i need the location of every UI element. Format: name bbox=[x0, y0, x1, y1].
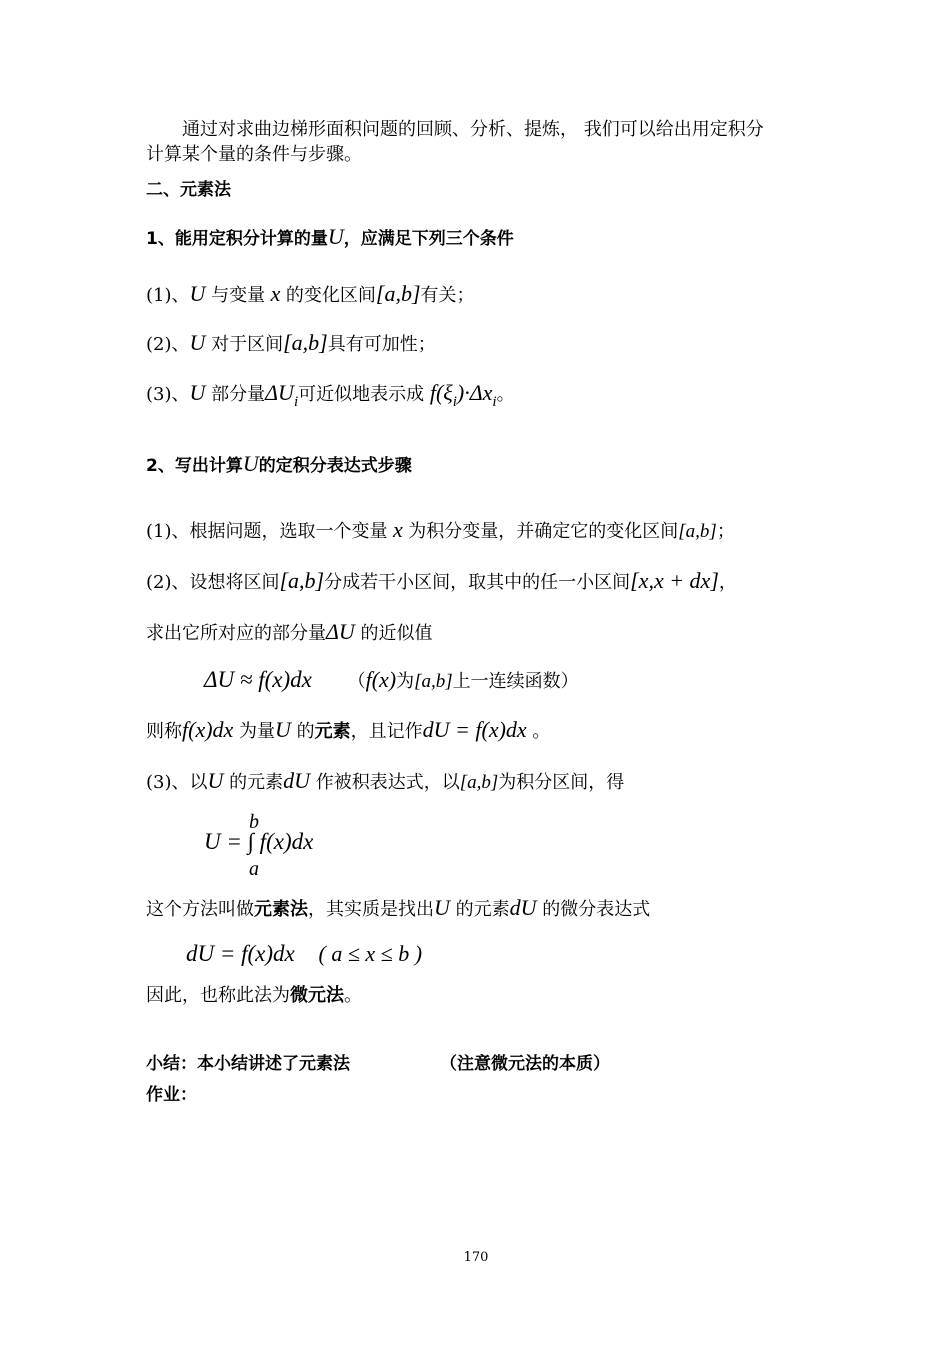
element-definition bbox=[146, 718, 550, 744]
approx-formula: ΔU ≈ f(x)dx bbox=[204, 667, 312, 692]
text: 的 bbox=[296, 721, 315, 742]
var-u: U bbox=[189, 380, 206, 405]
delta-x: )·Δx bbox=[456, 380, 493, 405]
text: 求出它所对应的部分量 bbox=[146, 623, 326, 644]
step-3 bbox=[146, 769, 624, 795]
steps-heading-var: U bbox=[242, 451, 259, 476]
text: 的变化区间 bbox=[285, 285, 376, 306]
text: 为量 bbox=[239, 721, 276, 742]
subscript-i: i bbox=[492, 394, 497, 410]
subscript-i: i bbox=[452, 394, 457, 410]
text: 分成若干小区间，取其中的任一小区间 bbox=[324, 572, 631, 593]
var-x: x bbox=[270, 281, 281, 306]
f-xi: f(ξ bbox=[429, 380, 453, 405]
condition-item-2 bbox=[146, 331, 436, 357]
text: 的近似值 bbox=[360, 623, 433, 644]
integral-formula: U = ∫ f(x)dx bbox=[204, 829, 314, 854]
f-x: f(x) bbox=[365, 667, 397, 692]
delta-u: ΔU bbox=[265, 380, 294, 405]
interval-ab: [a,b] bbox=[279, 568, 325, 593]
text: 对于区间 bbox=[211, 334, 284, 355]
interval-x-dx: [x,x + dx] bbox=[630, 568, 719, 593]
item-number: (1)、 bbox=[146, 521, 190, 542]
var-u: U bbox=[189, 330, 206, 355]
du: dU bbox=[509, 895, 537, 920]
du: dU bbox=[283, 768, 311, 793]
text: 根据问题，选取一个变量 bbox=[189, 521, 388, 542]
step-2-continued bbox=[146, 620, 433, 646]
text: 为积分区间，得 bbox=[498, 772, 625, 793]
conclusion bbox=[146, 984, 362, 1008]
integral-upper-limit: b bbox=[249, 811, 259, 833]
f-x-dx: f(x)dx bbox=[182, 717, 234, 742]
var-u: U bbox=[275, 717, 291, 742]
var-u: U bbox=[189, 281, 206, 306]
var-u: U bbox=[207, 768, 224, 793]
item-number: (2)、 bbox=[146, 334, 190, 355]
method-statement bbox=[146, 896, 650, 922]
interval-ab: [a,b] bbox=[283, 330, 328, 355]
integral-lower-limit: a bbox=[249, 858, 259, 880]
text: ， bbox=[718, 572, 737, 593]
text: 。 bbox=[496, 384, 515, 405]
text: 作被积表达式，以 bbox=[315, 772, 460, 793]
delta-u: ΔU bbox=[326, 619, 355, 644]
text: 。 bbox=[344, 985, 362, 1006]
text: 则称 bbox=[146, 721, 182, 742]
summary-label: 小结：本小结讲述了元素法 bbox=[146, 1054, 350, 1074]
text: 为 bbox=[396, 671, 415, 692]
step-1 bbox=[146, 518, 735, 544]
text: 上一连续函数） bbox=[452, 671, 579, 692]
item-number: (3)、 bbox=[146, 772, 190, 793]
emphasis-method: 元素法 bbox=[254, 899, 308, 920]
interval-ab: [a,b] bbox=[459, 772, 499, 793]
summary-note: （注意微元法的本质） bbox=[440, 1054, 610, 1074]
item-number: (2)、 bbox=[146, 572, 190, 593]
text: 部分量 bbox=[211, 384, 266, 405]
condition-item-1 bbox=[146, 282, 475, 308]
text: 设想将区间 bbox=[189, 572, 280, 593]
du-formula: dU = f(x)dx bbox=[186, 941, 295, 966]
text: 为积分变量，并确定它的变化区间 bbox=[408, 521, 679, 542]
text: ，且记作 bbox=[350, 721, 423, 742]
conditions-heading-var: U bbox=[327, 224, 344, 249]
subscript-i: i bbox=[293, 394, 299, 410]
differential-formula bbox=[186, 942, 422, 968]
conditions-heading bbox=[146, 225, 514, 251]
intro-line-2: 计算某个量的条件与步骤。 bbox=[146, 144, 362, 165]
conditions-heading-suffix: ，应满足下列三个条件 bbox=[343, 229, 514, 249]
interval-ab: [a,b] bbox=[678, 521, 717, 542]
conditions-heading-prefix: 1、能用定积分计算的量 bbox=[146, 229, 328, 249]
text: 可近似地表示成 bbox=[298, 384, 425, 405]
homework-label: 作业： bbox=[146, 1085, 197, 1105]
text: ； bbox=[716, 521, 735, 542]
text: 的元素 bbox=[455, 899, 510, 920]
du-formula: dU = f(x)dx bbox=[422, 717, 527, 742]
step-2 bbox=[146, 569, 737, 595]
text: 这个方法叫做 bbox=[146, 899, 254, 920]
formula-approx bbox=[204, 668, 579, 694]
item-number: (1)、 bbox=[146, 285, 190, 306]
text: 因此，也称此法为 bbox=[146, 985, 290, 1006]
emphasis-element: 元素 bbox=[314, 721, 351, 742]
steps-heading-prefix: 2、写出计算 bbox=[146, 456, 243, 476]
paren: （ bbox=[347, 671, 366, 692]
interval-ab: [a,b] bbox=[414, 671, 453, 692]
range-condition: ( a ≤ x ≤ b ) bbox=[318, 941, 423, 966]
steps-heading-suffix: 的定积分表达式步骤 bbox=[258, 456, 412, 476]
page-number: 170 bbox=[463, 1250, 489, 1265]
item-number: (3)、 bbox=[146, 384, 190, 405]
text: 的元素 bbox=[229, 772, 284, 793]
text: 以 bbox=[189, 772, 208, 793]
intro-line-1: 通过对求曲边梯形面积问题的回顾、分析、提炼， 我们可以给出用定积分 bbox=[182, 119, 764, 140]
section-title: 二、元素法 bbox=[146, 180, 231, 200]
steps-heading bbox=[146, 452, 412, 478]
text: 。 bbox=[532, 721, 551, 742]
condition-item-3 bbox=[146, 381, 515, 408]
text: 具有可加性； bbox=[327, 334, 436, 355]
emphasis-micro-element: 微元法 bbox=[290, 985, 344, 1006]
var-x: x bbox=[393, 517, 403, 542]
text: 的微分表达式 bbox=[542, 899, 651, 920]
interval-ab: [a,b] bbox=[375, 281, 421, 306]
text: ，其实质是找出 bbox=[308, 899, 434, 920]
var-u: U bbox=[434, 895, 450, 920]
text: 有关； bbox=[420, 285, 475, 306]
text: 与变量 bbox=[211, 285, 266, 306]
